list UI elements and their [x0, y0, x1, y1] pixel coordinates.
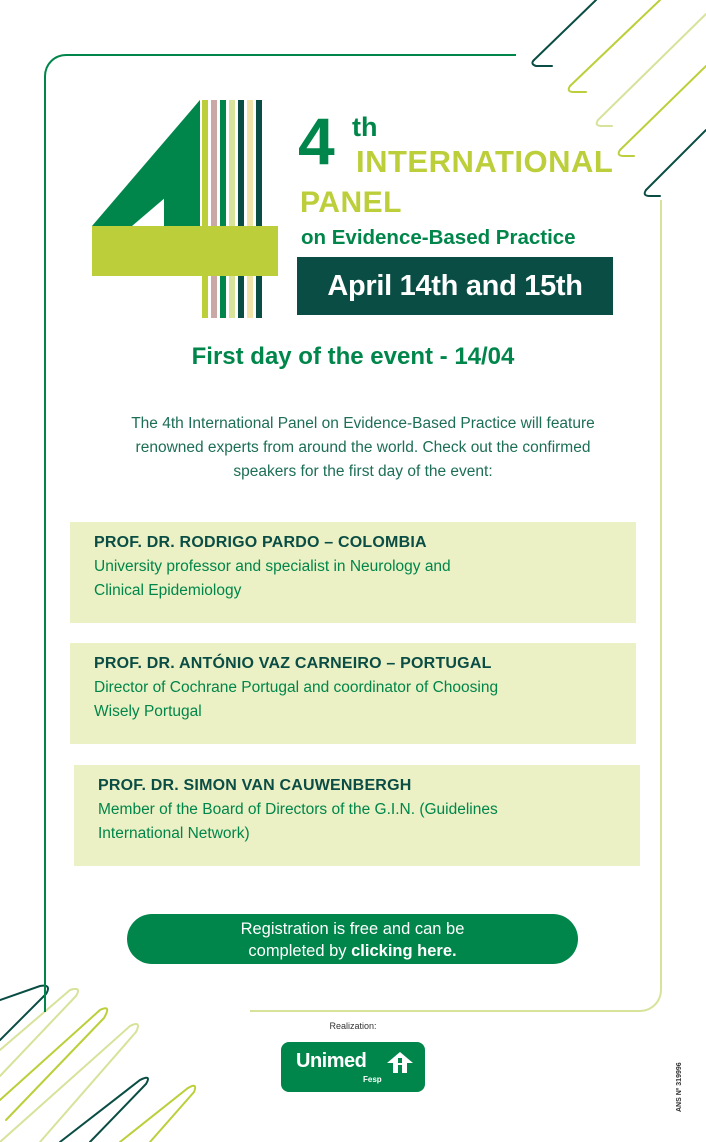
speaker-name: PROF. DR. RODRIGO PARDO – COLOMBIA: [94, 534, 427, 551]
title-panel: PANEL: [300, 186, 402, 219]
ans-registration: [676, 1048, 688, 1112]
speaker-name: PROF. DR. ANTÓNIO VAZ CARNEIRO – PORTUGAL: [94, 655, 492, 672]
title-numeral: 4: [298, 104, 333, 178]
logo-name: Unimed: [296, 1050, 367, 1072]
registration-text-line2: completed by clicking here.: [248, 942, 457, 960]
logo-sub: Fesp: [363, 1075, 382, 1084]
title-international: INTERNATIONAL: [356, 144, 614, 179]
speaker-card: [70, 522, 636, 623]
registration-text-line1: Registration is free and can be: [240, 920, 465, 938]
title-subtitle: on Evidence-Based Practice: [301, 226, 576, 249]
registration-button[interactable]: [127, 914, 578, 964]
ans-code: ANS Nº 319996: [676, 1062, 683, 1112]
unimed-logo-mark-icon: [387, 1052, 413, 1074]
speaker-description: Director of Cochrane Portugal and coordinator of Choosing Wisely Portugal: [94, 679, 499, 720]
event-dates-banner: April 14th and 15th: [297, 257, 613, 315]
title-ordinal-suffix: th: [352, 112, 378, 142]
registration-link[interactable]: clicking here.: [351, 942, 457, 960]
speaker-card: [70, 643, 636, 744]
day-heading: First day of the event - 14/04: [191, 343, 515, 370]
speaker-description: Member of the Board of Directors of the G.I.N. (Guidelines International Network): [98, 801, 498, 842]
realization-label: Realization:: [329, 1021, 377, 1031]
unimed-logo: [281, 1042, 425, 1092]
big-four-graphic: [92, 98, 282, 320]
speaker-card: [74, 765, 640, 866]
intro-paragraph: The 4th International Panel on Evidence-Based Practice will feature renowned experts from around the world. Check out the confirmed speakers for the first day of the event:: [131, 415, 595, 480]
speaker-name: PROF. DR. SIMON VAN CAUWENBERGH: [98, 777, 412, 794]
speaker-description: University professor and specialist in Neurology and Clinical Epidemiology: [94, 558, 451, 599]
